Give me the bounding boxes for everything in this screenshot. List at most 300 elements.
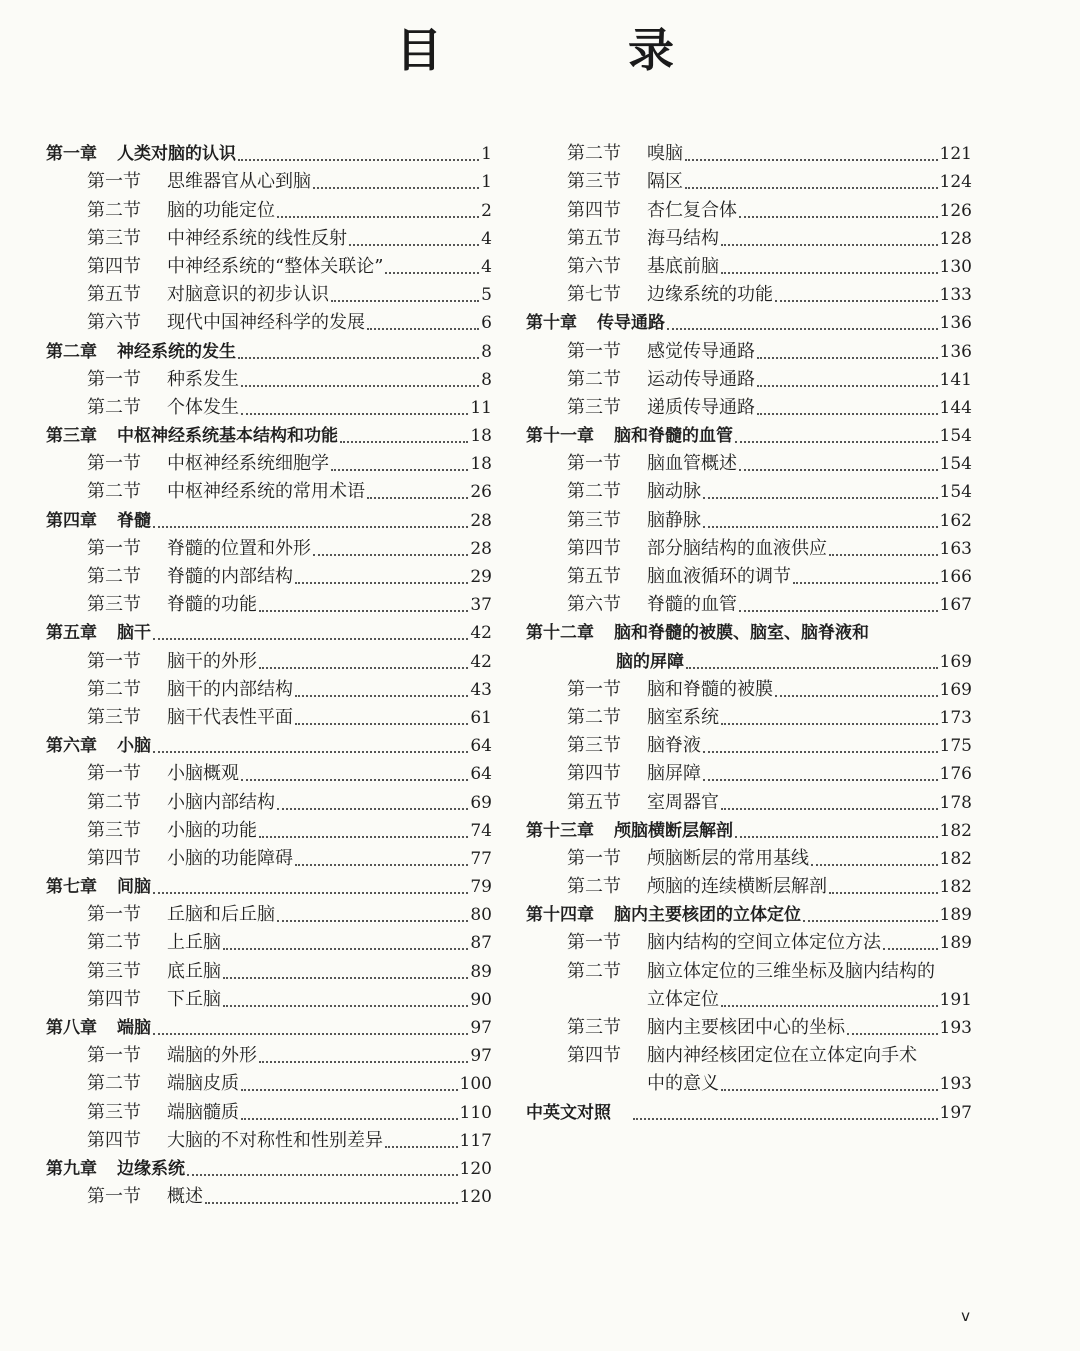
toc-entry-page: 120 bbox=[459, 1187, 492, 1208]
toc-section-entry bbox=[46, 957, 492, 985]
toc-entry-label: 第五章 bbox=[46, 623, 97, 644]
toc-entry-title: 对脑意识的初步认识 bbox=[167, 284, 329, 306]
toc-entry-page: 61 bbox=[470, 707, 492, 728]
toc-entry-title: 传导通路 bbox=[597, 313, 665, 334]
toc-entry-page: 97 bbox=[470, 1018, 492, 1038]
toc-entry-title: 概述 bbox=[167, 1186, 203, 1208]
toc-entry-title: 小脑 bbox=[117, 736, 151, 757]
toc-entry-page: 126 bbox=[939, 200, 972, 221]
toc-entry-label: 第一节 bbox=[567, 847, 621, 869]
toc-entry-title: 颅脑横断层解剖 bbox=[614, 820, 733, 841]
toc-entry-label: 第十一章 bbox=[526, 426, 594, 447]
toc-entry-page: 29 bbox=[470, 567, 492, 587]
toc-entry-label: 第三节 bbox=[87, 960, 141, 982]
dot-leader bbox=[703, 745, 938, 753]
toc-entry-title: 海马结构 bbox=[647, 227, 719, 249]
toc-entry-title: 递质传导通路 bbox=[647, 396, 755, 418]
toc-entry-label: 第二节 bbox=[567, 368, 621, 390]
toc-entry-page: 4 bbox=[481, 256, 492, 277]
toc-entry-title: 大脑的不对称性和性别差异 bbox=[167, 1129, 383, 1151]
toc-entry-page: 64 bbox=[470, 764, 492, 785]
toc-entry-page: 110 bbox=[459, 1102, 492, 1123]
toc-entry-label: 第一节 bbox=[87, 904, 141, 926]
dot-leader bbox=[633, 1112, 938, 1120]
toc-section-entry bbox=[46, 281, 492, 309]
toc-section-entry bbox=[526, 337, 972, 365]
toc-entry-page: 176 bbox=[939, 764, 972, 785]
toc-entry-label: 第二节 bbox=[567, 481, 621, 503]
toc-entry-page: 1 bbox=[481, 172, 492, 193]
toc-section-entry bbox=[526, 168, 972, 196]
toc-entry-page: 167 bbox=[939, 595, 972, 616]
toc-entry-page: 18 bbox=[470, 454, 492, 475]
dot-leader bbox=[153, 1027, 468, 1035]
toc-entry-label: 第一节 bbox=[87, 763, 141, 785]
toc-entry-page: 178 bbox=[939, 792, 972, 813]
dot-leader bbox=[703, 491, 938, 499]
toc-entry-label: 第八章 bbox=[46, 1018, 97, 1038]
dot-leader bbox=[739, 210, 938, 218]
toc-section-entry bbox=[526, 478, 972, 506]
toc-entry-title: 脑静脉 bbox=[647, 509, 701, 531]
toc-entry-title: 脑和脊髓的被膜 bbox=[647, 678, 773, 700]
toc-chapter-entry bbox=[46, 506, 492, 534]
toc-entry-label: 第三节 bbox=[87, 227, 141, 249]
toc-entry-title: 脑和脊髓的被膜、脑室、脑脊液和 bbox=[614, 623, 869, 644]
toc-chapter-entry bbox=[46, 422, 492, 450]
toc-section-entry bbox=[46, 760, 492, 788]
toc-entry-title: 脊髓的内部结构 bbox=[167, 566, 293, 587]
toc-entry-title: 运动传导通路 bbox=[647, 368, 755, 390]
toc-entry-page: 182 bbox=[939, 820, 972, 841]
toc-section-entry bbox=[526, 366, 972, 394]
toc-entry-page: 154 bbox=[939, 482, 972, 503]
toc-entry-page: 163 bbox=[939, 538, 972, 559]
toc-entry-page: 6 bbox=[481, 313, 492, 334]
toc-section-entry bbox=[46, 196, 492, 224]
toc-entry-label: 中英文对照 bbox=[526, 1102, 611, 1123]
toc-section-entry bbox=[46, 901, 492, 929]
toc-section-entry bbox=[46, 1070, 492, 1098]
toc-entry-label: 第三节 bbox=[567, 396, 621, 418]
toc-section-entry bbox=[46, 929, 492, 957]
dot-leader bbox=[153, 632, 468, 640]
dot-leader bbox=[721, 238, 938, 246]
toc-entry-title: 脑干代表性平面 bbox=[167, 706, 293, 728]
toc-section-entry bbox=[526, 1014, 972, 1042]
toc-entry-page: 130 bbox=[939, 256, 972, 277]
toc-entry-label: 第四节 bbox=[567, 763, 621, 785]
page-title: 目 录 bbox=[396, 23, 744, 77]
toc-entry-title: 边缘系统的功能 bbox=[647, 284, 773, 306]
toc-entry-title: 部分脑结构的血液供应 bbox=[647, 537, 827, 559]
dot-leader bbox=[153, 745, 468, 753]
toc-entry-page: 43 bbox=[470, 679, 492, 700]
toc-section-entry bbox=[46, 309, 492, 337]
toc-entry-label: 第二节 bbox=[87, 1073, 141, 1095]
toc-section-entry bbox=[526, 676, 972, 704]
toc-entry-label: 第四节 bbox=[87, 255, 141, 277]
toc-entry-label: 第三节 bbox=[87, 819, 141, 841]
dot-leader bbox=[223, 999, 468, 1007]
toc-entry-label: 第五节 bbox=[567, 227, 621, 249]
toc-entry-page: 28 bbox=[470, 510, 492, 531]
dot-leader bbox=[703, 773, 938, 781]
toc-entry-label: 第三节 bbox=[87, 706, 141, 728]
toc-entry-label: 第二节 bbox=[87, 791, 141, 813]
toc-entry-page: 26 bbox=[470, 482, 492, 503]
toc-entry-label: 第一节 bbox=[87, 171, 141, 193]
dot-leader bbox=[153, 886, 468, 894]
toc-entry-page: 1 bbox=[481, 144, 492, 165]
toc-entry-page: 69 bbox=[470, 792, 492, 813]
toc-entry-title: 脊髓的功能 bbox=[167, 594, 257, 616]
toc-entry-title: 个体发生 bbox=[167, 396, 239, 418]
toc-chapter-entry bbox=[46, 1155, 492, 1183]
toc-entry-title: 人类对脑的认识 bbox=[117, 144, 236, 165]
toc-chapter-entry bbox=[526, 817, 972, 845]
toc-entry-label: 第三节 bbox=[567, 171, 621, 193]
toc-entry-page: 133 bbox=[939, 285, 972, 306]
toc-section-entry bbox=[46, 676, 492, 704]
toc-section-entry bbox=[526, 196, 972, 224]
toc-entry-page: 11 bbox=[470, 397, 492, 418]
toc-entry-title: 神经系统的发生 bbox=[117, 341, 236, 362]
dot-leader bbox=[721, 999, 938, 1007]
toc-entry-label: 第二节 bbox=[87, 199, 141, 221]
toc-entry-page: 124 bbox=[939, 172, 972, 193]
toc-entry-label: 第五节 bbox=[87, 284, 141, 306]
toc-entry-title: 脊髓 bbox=[117, 510, 151, 531]
toc-section-entry bbox=[46, 253, 492, 281]
toc-entry-label: 第一节 bbox=[87, 453, 141, 475]
toc-entry-title: 脑脊液 bbox=[647, 735, 701, 757]
toc-entry-label: 第三节 bbox=[87, 1101, 141, 1123]
dot-leader bbox=[883, 942, 938, 950]
toc-entry-label: 第二节 bbox=[567, 960, 621, 982]
toc-section-entry bbox=[46, 788, 492, 816]
toc-section-entry bbox=[46, 366, 492, 394]
toc-entry-label: 第六章 bbox=[46, 736, 97, 757]
dot-leader bbox=[685, 181, 938, 189]
toc-entry-label: 第七章 bbox=[46, 877, 97, 898]
dot-leader bbox=[829, 886, 938, 894]
toc-entry-page: 79 bbox=[470, 877, 492, 898]
toc-entry-title: 隔区 bbox=[647, 171, 683, 193]
dot-leader bbox=[829, 548, 938, 556]
dot-leader bbox=[367, 491, 468, 499]
dot-leader bbox=[721, 266, 938, 274]
dot-leader bbox=[277, 802, 468, 810]
toc-section-entry bbox=[526, 845, 972, 873]
dot-leader bbox=[739, 463, 938, 471]
toc-entry-title: 小脑的功能障碍 bbox=[167, 847, 293, 869]
toc-entry-title: 脑动脉 bbox=[647, 481, 701, 503]
toc-entry-label: 第一节 bbox=[567, 453, 621, 475]
dot-leader bbox=[349, 238, 479, 246]
toc-entry-title: 边缘系统 bbox=[117, 1158, 185, 1179]
toc-entry-title: 小脑内部结构 bbox=[167, 791, 275, 813]
toc-left-column bbox=[46, 140, 492, 1211]
toc-entry-title: 感觉传导通路 bbox=[647, 340, 755, 362]
toc-entry-page: 173 bbox=[939, 707, 972, 728]
toc-entry-label: 第一节 bbox=[87, 368, 141, 390]
toc-chapter-entry bbox=[46, 873, 492, 901]
toc-entry-title: 中枢神经系统基本结构和功能 bbox=[117, 426, 338, 447]
toc-chapter-entry bbox=[526, 901, 972, 929]
toc-section-entry-continued bbox=[526, 986, 972, 1014]
toc-entry-title: 杏仁复合体 bbox=[647, 199, 737, 221]
dot-leader bbox=[703, 520, 938, 528]
toc-section-entry bbox=[526, 140, 972, 168]
toc-entry-label: 第一节 bbox=[567, 678, 621, 700]
toc-entry-title: 室周器官 bbox=[647, 791, 719, 813]
toc-entry-label: 第十二章 bbox=[526, 623, 594, 644]
dot-leader bbox=[757, 407, 938, 415]
toc-entry-page: 162 bbox=[939, 510, 972, 531]
toc-chapter-entry bbox=[46, 337, 492, 365]
toc-entry-label: 第十章 bbox=[526, 313, 577, 334]
toc-section-entry bbox=[46, 225, 492, 253]
toc-entry-title: 基底前脑 bbox=[647, 255, 719, 277]
dot-leader bbox=[223, 942, 468, 950]
toc-entry-label: 第二章 bbox=[46, 341, 97, 362]
toc-entry-page: 42 bbox=[470, 651, 492, 672]
toc-entry-title: 脑内主要核团的立体定位 bbox=[614, 905, 801, 926]
dot-leader bbox=[331, 463, 468, 471]
toc-entry-label: 第十三章 bbox=[526, 820, 594, 841]
toc-section-entry bbox=[46, 1098, 492, 1126]
toc-entry-title: 中枢神经系统的常用术语 bbox=[167, 481, 365, 503]
toc-entry-label: 第十四章 bbox=[526, 905, 594, 926]
toc-entry-page: 74 bbox=[470, 820, 492, 841]
toc-section-entry bbox=[526, 281, 972, 309]
toc-section-entry bbox=[526, 760, 972, 788]
toc-entry-label: 第四节 bbox=[567, 199, 621, 221]
toc-entry-page: 193 bbox=[939, 1018, 972, 1038]
toc-entry-page: 141 bbox=[939, 369, 972, 390]
toc-entry-page: 189 bbox=[939, 905, 972, 926]
dot-leader bbox=[241, 773, 468, 781]
toc-section-entry bbox=[46, 1042, 492, 1070]
dot-leader bbox=[295, 576, 468, 584]
toc-entry-title: 脑屏障 bbox=[647, 763, 701, 785]
toc-entry-label: 第三节 bbox=[567, 509, 621, 531]
dot-leader bbox=[367, 322, 479, 330]
toc-entry-label: 第九章 bbox=[46, 1158, 97, 1179]
toc-entry-label: 第一节 bbox=[567, 932, 621, 954]
toc-entry-page: 193 bbox=[939, 1074, 972, 1095]
toc-entry-page: 169 bbox=[939, 651, 972, 672]
toc-section-entry bbox=[46, 563, 492, 591]
dot-leader bbox=[313, 548, 468, 556]
toc-entry-label: 第三节 bbox=[87, 594, 141, 616]
page-number: v bbox=[961, 1307, 970, 1325]
toc-entry-page: 117 bbox=[459, 1130, 492, 1151]
toc-entry-page: 97 bbox=[470, 1046, 492, 1067]
toc-entry-page: 121 bbox=[939, 144, 972, 165]
toc-entry-title: 中神经系统的“整体关联论” bbox=[167, 255, 384, 277]
dot-leader bbox=[803, 914, 938, 922]
toc-entry-label: 第五节 bbox=[567, 791, 621, 813]
dot-leader bbox=[313, 181, 479, 189]
toc-chapter-entry bbox=[526, 422, 972, 450]
toc-entry-page: 77 bbox=[470, 848, 492, 869]
dot-leader bbox=[187, 1168, 458, 1176]
toc-entry-label: 第二节 bbox=[87, 481, 141, 503]
dot-leader bbox=[739, 604, 938, 612]
toc-section-entry-continued bbox=[526, 1070, 972, 1098]
toc-entry-title: 丘脑和后丘脑 bbox=[167, 904, 275, 926]
toc-section-entry bbox=[46, 647, 492, 675]
toc-entry-page: 5 bbox=[481, 285, 492, 306]
toc-section-entry bbox=[526, 1042, 972, 1070]
toc-entry-label: 第一节 bbox=[87, 1186, 141, 1208]
toc-entry-page: 18 bbox=[470, 426, 492, 447]
toc-entry-title: 脑内结构的空间立体定位方法 bbox=[647, 932, 881, 954]
toc-entry-title: 上丘脑 bbox=[167, 932, 221, 954]
toc-entry-page: 87 bbox=[470, 933, 492, 954]
toc-entry-page: 154 bbox=[939, 454, 972, 475]
dot-leader bbox=[277, 210, 479, 218]
toc-section-entry bbox=[46, 817, 492, 845]
toc-chapter-entry bbox=[46, 1014, 492, 1042]
dot-leader bbox=[241, 407, 468, 415]
toc-entry-page: 4 bbox=[481, 228, 492, 249]
toc-entry-title: 脑干 bbox=[117, 623, 151, 644]
toc-section-entry bbox=[526, 929, 972, 957]
dot-leader bbox=[331, 294, 479, 302]
dot-leader bbox=[811, 858, 938, 866]
dot-leader bbox=[685, 153, 938, 161]
toc-section-entry bbox=[526, 253, 972, 281]
dot-leader bbox=[667, 322, 938, 330]
dot-leader bbox=[757, 379, 938, 387]
dot-leader bbox=[295, 689, 468, 697]
toc-entry-label: 第三章 bbox=[46, 426, 97, 447]
dot-leader bbox=[205, 1196, 458, 1204]
dot-leader bbox=[847, 1027, 938, 1035]
toc-section-entry bbox=[526, 873, 972, 901]
toc-section-entry bbox=[526, 957, 972, 985]
toc-entry-title: 脊髓的位置和外形 bbox=[167, 537, 311, 559]
toc-entry-page: 37 bbox=[470, 595, 492, 616]
toc-entry-title: 端脑皮质 bbox=[167, 1073, 239, 1095]
toc-entry-label: 第六节 bbox=[567, 255, 621, 277]
toc-section-entry bbox=[526, 535, 972, 563]
dot-leader bbox=[735, 830, 938, 838]
toc-section-entry bbox=[46, 591, 492, 619]
dot-leader bbox=[385, 266, 479, 274]
toc-section-entry bbox=[46, 394, 492, 422]
dot-leader bbox=[241, 1112, 458, 1120]
toc-entry-title: 间脑 bbox=[117, 877, 151, 898]
toc-entry-title: 脑立体定位的三维坐标及脑内结构的 bbox=[647, 960, 935, 982]
toc-section-entry bbox=[46, 450, 492, 478]
toc-section-entry bbox=[46, 1183, 492, 1211]
toc-entry-page: 136 bbox=[939, 341, 972, 362]
toc-entry-page: 64 bbox=[470, 736, 492, 757]
toc-entry-label: 第五节 bbox=[567, 566, 621, 587]
dot-leader bbox=[721, 1083, 938, 1091]
toc-section-entry bbox=[526, 563, 972, 591]
toc-section-entry bbox=[526, 506, 972, 534]
toc-entry-page: 166 bbox=[939, 567, 972, 587]
toc-section-entry bbox=[526, 704, 972, 732]
toc-entry-title: 脑内主要核团中心的坐标 bbox=[647, 1017, 845, 1038]
toc-entry-label: 第一章 bbox=[46, 144, 97, 165]
toc-entry-label: 第二节 bbox=[567, 143, 621, 165]
toc-entry-page: 8 bbox=[481, 341, 492, 362]
toc-entry-title: 颅脑的连续横断层解剖 bbox=[647, 876, 827, 898]
toc-entry-title: 脑血液循环的调节 bbox=[647, 566, 791, 587]
dot-leader bbox=[340, 435, 468, 443]
dot-leader bbox=[223, 971, 468, 979]
dot-leader bbox=[238, 351, 479, 359]
toc-section-entry bbox=[526, 225, 972, 253]
toc-section-entry bbox=[526, 394, 972, 422]
toc-entry-title: 小脑的功能 bbox=[167, 819, 257, 841]
toc-entry-title: 端脑的外形 bbox=[167, 1045, 257, 1067]
toc-chapter-entry bbox=[46, 732, 492, 760]
toc-entry-page: 128 bbox=[939, 228, 972, 249]
toc-section-entry bbox=[46, 478, 492, 506]
toc-entry-page: 136 bbox=[939, 313, 972, 334]
dot-leader bbox=[686, 661, 938, 669]
toc-entry-label: 第六节 bbox=[567, 594, 621, 616]
toc-entry-label: 第四章 bbox=[46, 510, 97, 531]
toc-entry-title: 中枢神经系统细胞学 bbox=[167, 453, 329, 475]
toc-entry-page: 80 bbox=[470, 905, 492, 926]
dot-leader bbox=[259, 1055, 468, 1063]
toc-entry-page: 28 bbox=[470, 538, 492, 559]
dot-leader bbox=[775, 294, 938, 302]
toc-entry-page: 191 bbox=[939, 989, 972, 1010]
toc-entry-title: 端脑 bbox=[117, 1018, 151, 1038]
toc-entry-label: 第三节 bbox=[567, 1017, 621, 1038]
toc-entry-label: 第四节 bbox=[567, 1045, 621, 1067]
dot-leader bbox=[259, 604, 468, 612]
toc-section-entry bbox=[526, 591, 972, 619]
toc-entry-page: 197 bbox=[939, 1102, 972, 1123]
toc-entry-title: 脑室系统 bbox=[647, 706, 719, 728]
toc-entry-page: 169 bbox=[939, 679, 972, 700]
dot-leader bbox=[153, 520, 468, 528]
toc-entry-title: 脑干的内部结构 bbox=[167, 678, 293, 700]
toc-chapter-entry bbox=[46, 140, 492, 168]
dot-leader bbox=[721, 802, 938, 810]
toc-entry-label: 第二节 bbox=[87, 932, 141, 954]
toc-entry-label: 第一节 bbox=[87, 537, 141, 559]
toc-section-entry bbox=[46, 168, 492, 196]
toc-entry-label: 第二节 bbox=[567, 876, 621, 898]
toc-entry-title: 端脑髓质 bbox=[167, 1101, 239, 1123]
toc-entry-title: 脑血管概述 bbox=[647, 453, 737, 475]
dot-leader bbox=[757, 351, 938, 359]
toc-entry-label: 第四节 bbox=[87, 988, 141, 1010]
toc-entry-title: 立体定位 bbox=[647, 988, 719, 1010]
dot-leader bbox=[721, 717, 938, 725]
toc-entry-title: 脑内神经核团定位在立体定向手术 bbox=[647, 1045, 917, 1067]
dot-leader bbox=[295, 858, 468, 866]
toc-section-entry bbox=[46, 535, 492, 563]
toc-entry-page: 120 bbox=[459, 1158, 492, 1179]
toc-entry-title: 种系发生 bbox=[167, 368, 239, 390]
toc-entry-title: 现代中国神经科学的发展 bbox=[167, 312, 365, 334]
toc-entry-label: 第三节 bbox=[567, 735, 621, 757]
toc-entry-page: 154 bbox=[939, 426, 972, 447]
toc-entry-page: 182 bbox=[939, 877, 972, 898]
